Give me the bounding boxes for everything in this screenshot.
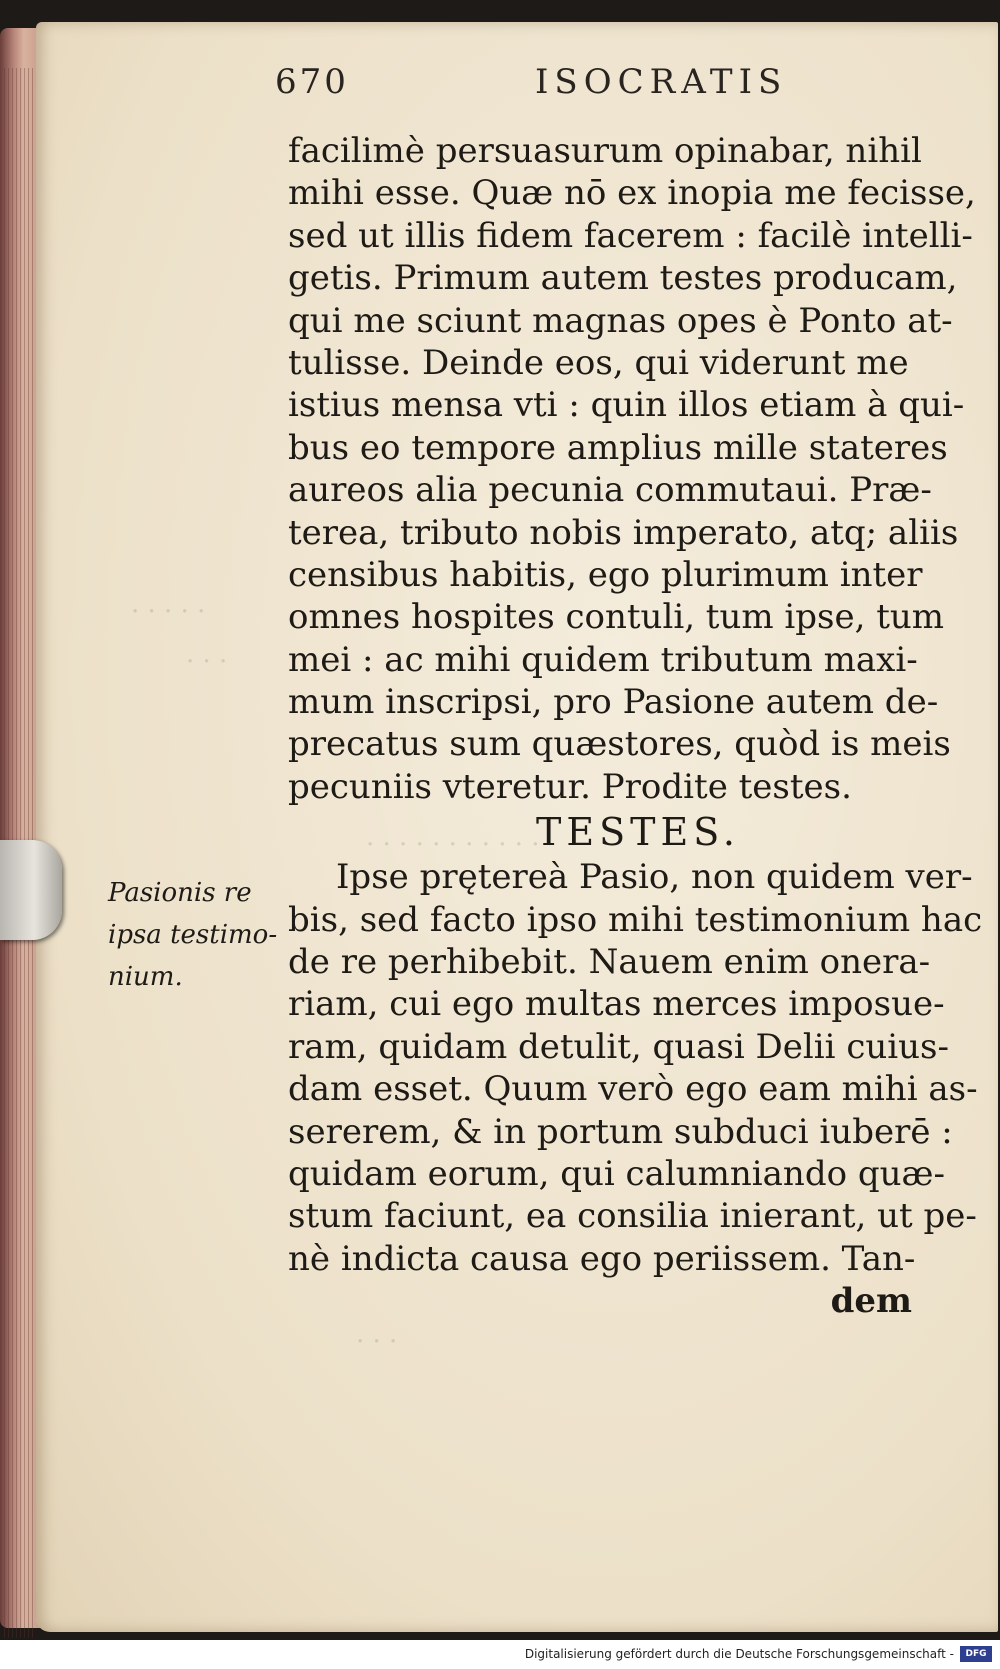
page-clip xyxy=(0,840,62,940)
section-heading: TESTES. xyxy=(536,810,740,855)
text-line: tulisse. Deinde eos, qui viderunt me xyxy=(288,342,909,383)
running-title: ISOCRATIS xyxy=(535,62,788,102)
dfg-logo-icon: DFG xyxy=(960,1646,992,1662)
text-line: de re perhibebit. Nauem enim onera- xyxy=(288,942,931,983)
text-line: getis. Primum autem testes producam, xyxy=(288,258,958,299)
text-line: stum faciunt, ea consilia inierant, ut pe- xyxy=(288,1196,977,1237)
bleed-through-text: · · · xyxy=(186,647,228,677)
text-line: sererem, & in portum subduci iuberē : xyxy=(288,1111,953,1152)
bleed-through-text: · · · · · xyxy=(131,597,206,627)
page-number: 670 xyxy=(275,62,349,102)
marginal-note-line: ipsa testimo- xyxy=(108,920,278,950)
catchword: dem xyxy=(830,1281,912,1322)
text-line: ram, quidam detulit, quasi Delii cuius- xyxy=(288,1026,949,1067)
text-line: pecuniis vteretur. Prodite testes. xyxy=(288,766,852,807)
text-line: facilimè persuasurum opinabar, nihil xyxy=(288,131,922,171)
text-line: mihi esse. Quæ nō ex inopia me fecisse, xyxy=(288,173,976,214)
text-line: mei : ac mihi quidem tributum maxi- xyxy=(288,639,918,680)
body-text xyxy=(288,130,983,1323)
text-line: omnes hospites contuli, tum ipse, tum xyxy=(288,597,945,638)
text-line: istius mensa vti : quin illos etiam à qui- xyxy=(288,385,965,426)
text-line: terea, tributo nobis imperato, atq; aliis xyxy=(288,512,959,553)
text-line: quidam eorum, qui calumniando quæ- xyxy=(288,1153,945,1194)
funding-notice: Digitalisierung gefördert durch die Deutsche Forschungsgemeinschaft - xyxy=(524,1647,954,1661)
marginal-note-line: nium. xyxy=(108,962,183,992)
text-line: qui me sciunt magnas opes è Ponto at- xyxy=(288,300,953,341)
text-line: riam, cui ego multas merces imposue- xyxy=(288,984,945,1025)
book-page-edges xyxy=(0,28,40,1628)
running-head xyxy=(275,62,835,110)
marginal-note xyxy=(108,872,278,998)
text-line: sed ut illis fidem facerem : facilè intelli- xyxy=(288,215,973,256)
text-line: Ipse prętereà Pasio, non quidem ver- xyxy=(336,857,973,898)
text-line: censibus habitis, ego plurimum inter xyxy=(288,554,923,595)
marginal-note-line: Pasionis re xyxy=(108,878,252,908)
bleed-through-text: · · · xyxy=(356,1327,398,1357)
text-line: bus eo tempore amplius mille stateres xyxy=(288,427,948,468)
text-line: aureos alia pecunia commutaui. Præ- xyxy=(288,470,932,511)
text-line: precatus sum quæstores, quòd is meis xyxy=(288,724,951,765)
text-line: nè indicta causa ego periissem. Tan- xyxy=(288,1238,916,1279)
text-line: mum inscripsi, pro Pasione autem de- xyxy=(288,682,939,723)
text-line: bis, sed facto ipso mihi testimonium hac xyxy=(288,899,983,940)
text-line: dam esset. Quum verò ego eam mihi as- xyxy=(288,1069,978,1110)
footer-bar xyxy=(0,1640,1000,1669)
bleed-through-text: · · · · · · · · · · · xyxy=(366,830,540,860)
